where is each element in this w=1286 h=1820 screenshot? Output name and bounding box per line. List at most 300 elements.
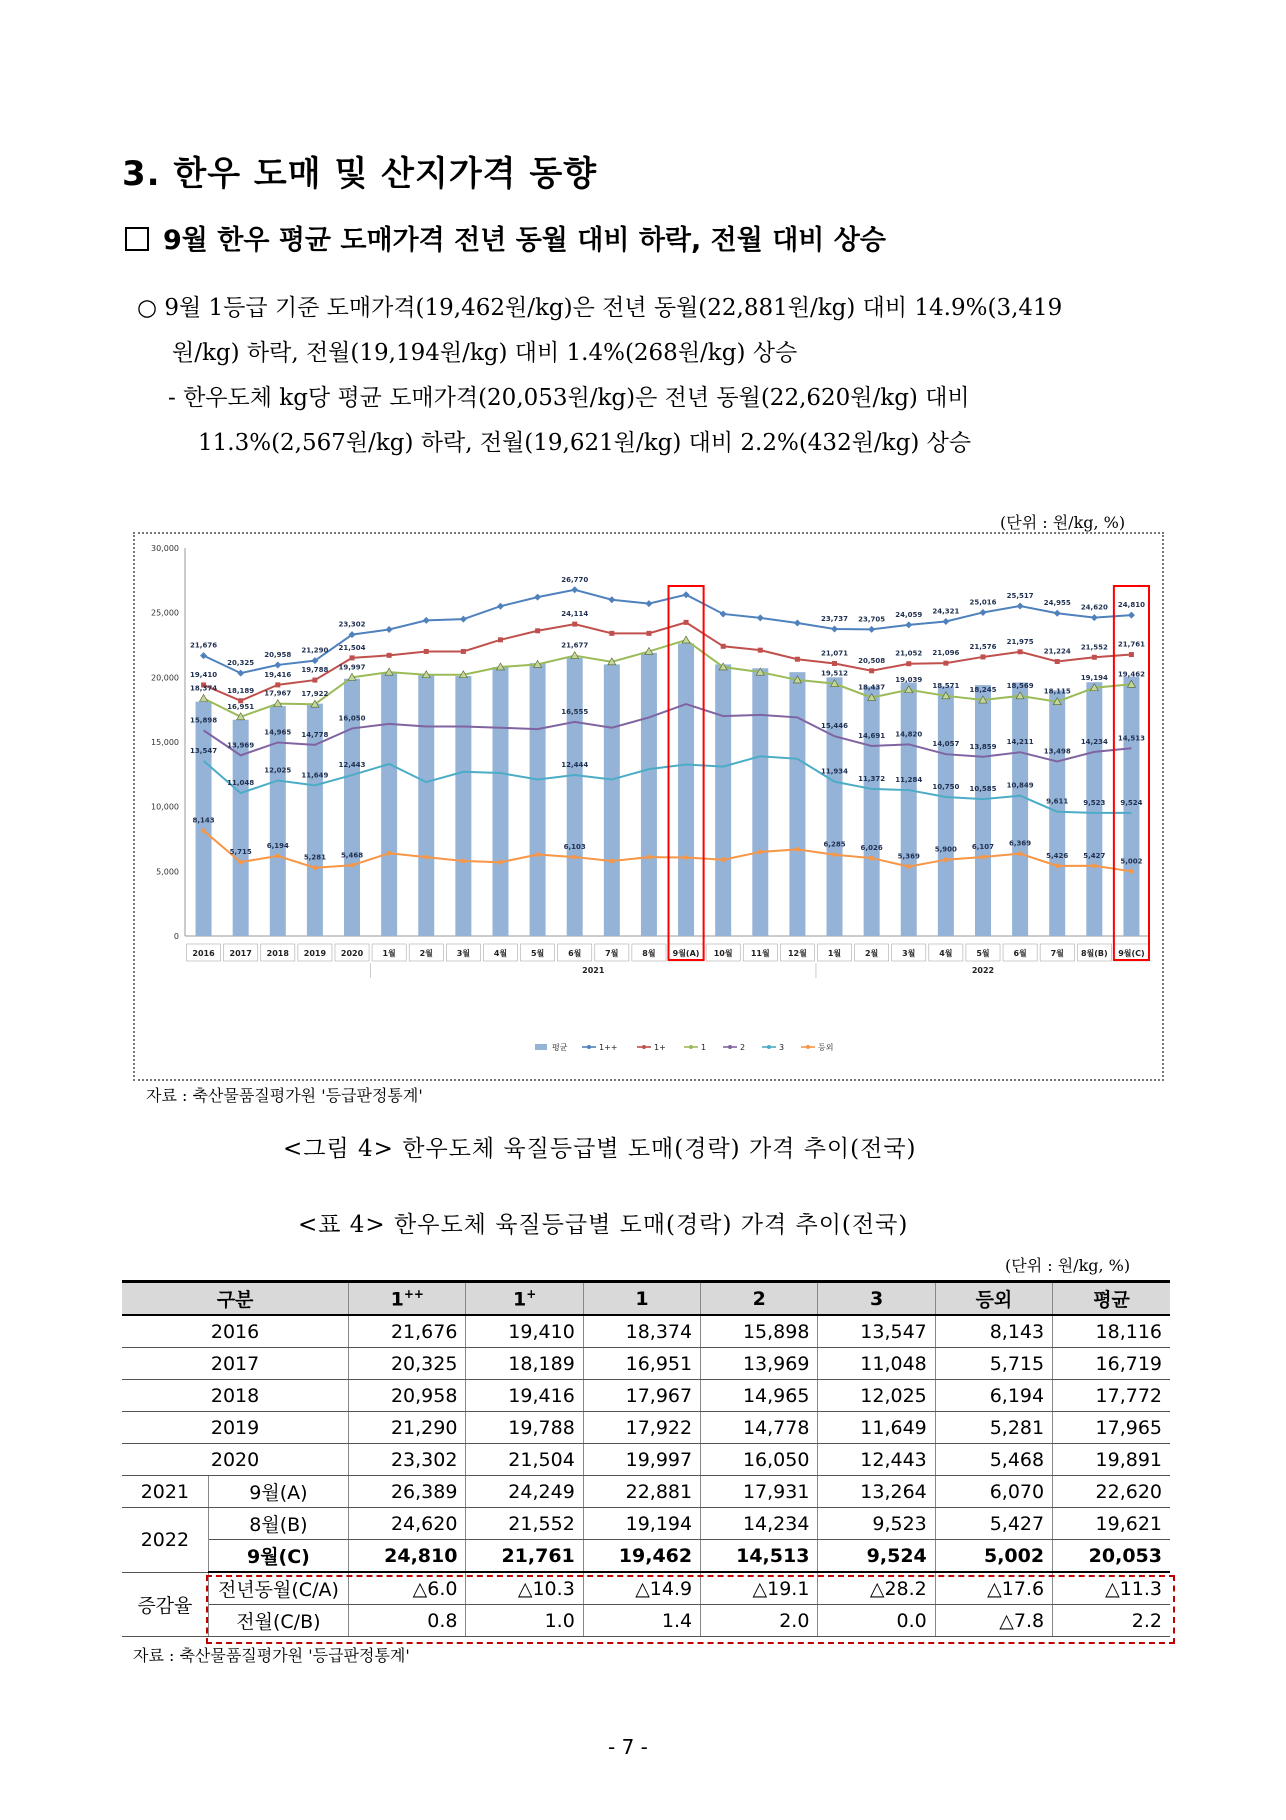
y-tick-label: 30,000	[151, 544, 179, 553]
table-cell: 2.2	[1053, 1605, 1170, 1637]
x-tick-label: 3월	[902, 949, 916, 958]
point-marker	[461, 649, 466, 654]
bar-average	[864, 686, 880, 936]
table-cell: 17,931	[701, 1476, 818, 1508]
data-label: 18,571	[932, 681, 960, 690]
x-tick-label: 8월(B)	[1080, 949, 1108, 958]
table-row	[122, 1476, 1170, 1508]
legend-label: 1++	[599, 1043, 618, 1052]
table-cell: △10.3	[466, 1572, 583, 1605]
point-marker	[350, 655, 355, 660]
data-label: 5,002	[1120, 857, 1143, 866]
data-label: 21,576	[969, 642, 997, 651]
data-label: 21,290	[301, 646, 329, 655]
data-label: 14,820	[895, 730, 923, 739]
point-marker	[275, 682, 280, 687]
table-cell: 17,965	[1053, 1412, 1170, 1444]
table-cell: 20,958	[349, 1380, 466, 1412]
table-cell: 22,881	[583, 1476, 700, 1508]
table-cell: 9,524	[818, 1540, 935, 1573]
bar-average	[381, 673, 397, 936]
bar-average	[530, 663, 546, 936]
data-label: 14,965	[264, 728, 292, 737]
point-marker	[571, 586, 578, 593]
data-label: 23,705	[858, 615, 886, 624]
x-tick-label: 4월	[939, 949, 953, 958]
table-cell: 21,761	[466, 1540, 583, 1573]
x-tick-label: 10월	[713, 949, 733, 958]
checkbox-square-icon	[125, 227, 149, 251]
point-marker	[758, 850, 763, 855]
row-group-label: 증감율	[122, 1572, 208, 1637]
x-tick-label: 2019	[303, 949, 327, 958]
table-row	[122, 1444, 1170, 1476]
row-label: 2017	[122, 1348, 349, 1380]
legend-marker	[587, 1045, 591, 1049]
table-cell: 23,302	[349, 1444, 466, 1476]
group-label-2022: 2022	[971, 966, 995, 975]
data-label: 10,585	[969, 785, 997, 794]
data-label: 13,498	[1043, 747, 1071, 756]
bar-average	[641, 653, 657, 936]
row-label: 전월(C/B)	[208, 1605, 348, 1637]
point-marker	[608, 596, 615, 603]
legend-marker	[642, 1045, 646, 1049]
data-label: 16,951	[227, 702, 255, 711]
point-marker	[423, 617, 430, 624]
bar-average	[455, 676, 471, 936]
data-label: 18,115	[1043, 687, 1071, 696]
data-label: 11,649	[301, 771, 329, 780]
x-tick-label: 2020	[340, 949, 364, 958]
data-label: 12,443	[338, 761, 366, 770]
bar-average	[270, 706, 286, 936]
data-label: 10,750	[932, 782, 960, 791]
x-tick-label: 2월	[864, 949, 879, 958]
paragraph-1-line-1: ○ 9월 1등급 기준 도매가격(19,462원/kg)은 전년 동월(22,881원/kg) 대비 14.9%(3,419	[137, 295, 1063, 321]
y-tick-label: 5,000	[156, 867, 179, 877]
header-average: 평균	[1053, 1282, 1170, 1316]
x-tick-label: 12월	[787, 949, 807, 958]
table-cell: 13,547	[818, 1315, 935, 1348]
header-grade-1: 1	[583, 1282, 700, 1316]
data-label: 14,513	[1117, 734, 1145, 743]
bar-average	[492, 667, 508, 936]
point-marker	[684, 620, 689, 625]
point-marker	[274, 661, 281, 668]
table-cell: 14,234	[701, 1508, 818, 1540]
point-marker	[460, 616, 467, 623]
point-marker	[535, 852, 540, 857]
paragraph-1-line-2: 원/kg) 하락, 전월(19,194원/kg) 대비 1.4%(268원/kg) 상승	[172, 340, 798, 366]
table-cell: 8,143	[935, 1315, 1052, 1348]
table-cell: 24,810	[349, 1540, 466, 1573]
point-marker	[312, 678, 317, 683]
section-heading: 3. 한우 도매 및 산지가격 동향	[122, 154, 598, 194]
data-label: 19,462	[1117, 670, 1145, 679]
point-marker	[535, 628, 540, 633]
row-label: 9월(A)	[208, 1476, 348, 1508]
bar-average	[567, 658, 583, 936]
point-marker	[498, 860, 503, 865]
data-label: 19,416	[264, 670, 292, 679]
bar-average	[938, 686, 954, 936]
point-marker	[387, 851, 392, 856]
data-label: 14,778	[301, 730, 329, 739]
x-tick-label: 6월	[568, 949, 582, 958]
bar-average	[827, 677, 843, 936]
point-marker	[610, 859, 615, 864]
point-marker	[980, 654, 985, 659]
point-marker	[1055, 864, 1060, 869]
point-marker	[869, 668, 874, 673]
point-marker	[424, 649, 429, 654]
point-marker	[572, 855, 577, 860]
row-group-label: 2022	[122, 1508, 208, 1573]
table-cell: △11.3	[1053, 1572, 1170, 1605]
table-cell: 20,325	[349, 1348, 466, 1380]
data-label: 25,016	[969, 598, 997, 607]
row-label: 9월(C)	[208, 1540, 348, 1573]
x-tick-label: 2017	[229, 949, 252, 958]
data-label: 17,967	[264, 689, 292, 698]
data-label: 17,922	[301, 690, 329, 699]
sub-heading-text: 9월 한우 평균 도매가격 전년 동월 대비 하락, 전월 대비 상승	[163, 225, 886, 256]
y-tick-label: 20,000	[151, 673, 179, 683]
point-marker	[944, 857, 949, 862]
table-cell: 18,374	[583, 1315, 700, 1348]
point-marker	[832, 852, 837, 857]
table-cell: 19,462	[583, 1540, 700, 1573]
figure-caption: <그림 4> 한우도체 육질등급별 도매(경락) 가격 추이(전국)	[283, 1136, 917, 1162]
x-tick-label: 1월	[382, 949, 396, 958]
data-label: 11,284	[895, 776, 923, 785]
x-tick-label: 9월(C)	[1118, 949, 1145, 958]
data-label: 24,114	[561, 610, 589, 619]
table-cell: 5,427	[935, 1508, 1052, 1540]
table-cell: 21,290	[349, 1412, 466, 1444]
data-label: 19,788	[301, 666, 329, 675]
data-label: 23,302	[338, 620, 366, 629]
point-marker	[1017, 602, 1024, 609]
table-row	[122, 1315, 1170, 1348]
data-label: 21,677	[561, 641, 589, 650]
data-label: 19,512	[821, 669, 849, 678]
data-label: 24,810	[1117, 601, 1145, 610]
data-label: 18,437	[858, 683, 886, 692]
data-label: 24,955	[1043, 599, 1071, 608]
data-label: 21,096	[932, 649, 960, 658]
data-label: 25,517	[1006, 591, 1034, 600]
point-marker	[721, 644, 726, 649]
data-label: 18,569	[1006, 681, 1034, 690]
point-marker	[869, 856, 874, 861]
data-label: 21,761	[1117, 640, 1145, 649]
table-cell: 16,719	[1053, 1348, 1170, 1380]
data-label: 5,468	[340, 851, 364, 860]
table-cell: 12,443	[818, 1444, 935, 1476]
table-row	[122, 1348, 1170, 1380]
point-marker	[534, 594, 541, 601]
point-marker	[721, 857, 726, 862]
table-row	[122, 1380, 1170, 1412]
data-label: 6,194	[266, 841, 289, 850]
header-grade-3: 3	[818, 1282, 935, 1316]
row-label: 2016	[122, 1315, 349, 1348]
point-marker	[1018, 649, 1023, 654]
table-cell: 6,070	[935, 1476, 1052, 1508]
point-marker	[795, 847, 800, 852]
point-marker	[200, 694, 208, 701]
bar-average	[901, 683, 917, 936]
data-label: 26,770	[561, 575, 589, 584]
row-label: 2019	[122, 1412, 349, 1444]
point-marker	[350, 863, 355, 868]
table-cell: 1.0	[466, 1605, 583, 1637]
data-label: 20,958	[264, 650, 292, 659]
point-marker	[609, 631, 614, 636]
table-cell: 19,788	[466, 1412, 583, 1444]
header-grade-2: 2	[701, 1282, 818, 1316]
table-cell: 19,621	[1053, 1508, 1170, 1540]
point-marker	[758, 648, 763, 653]
paragraph-2-line-2: 11.3%(2,567원/kg) 하락, 전월(19,621원/kg) 대비 2.2%(432원/kg) 상승	[198, 430, 972, 456]
data-label: 18,189	[227, 686, 255, 695]
point-marker	[497, 603, 504, 610]
point-marker	[387, 653, 392, 658]
legend-label: 2	[740, 1043, 746, 1052]
data-label: 23,737	[821, 615, 849, 624]
point-marker	[1091, 614, 1098, 621]
header-grade-out: 등외	[935, 1282, 1052, 1316]
paragraph-2-line-1: - 한우도체 kg당 평균 도매가격(20,053원/kg)은 전년 동월(22,620원/kg) 대비	[168, 385, 970, 411]
table-cell: 9,523	[818, 1508, 935, 1540]
table-cell: △7.8	[935, 1605, 1052, 1637]
data-label: 16,555	[561, 707, 589, 716]
x-tick-label: 5월	[530, 949, 545, 958]
header-grade-1p: 1+	[466, 1282, 583, 1316]
point-marker	[1129, 869, 1134, 874]
data-label: 6,107	[971, 843, 995, 852]
price-trend-chart	[135, 534, 1162, 1079]
table-cell: 24,620	[349, 1508, 466, 1540]
table-caption: <표 4> 한우도체 육질등급별 도매(경락) 가격 추이(전국)	[298, 1212, 909, 1238]
point-marker	[981, 855, 986, 860]
data-label: 13,547	[190, 746, 218, 755]
table-cell: 11,649	[818, 1412, 935, 1444]
bar-average	[1049, 690, 1065, 936]
data-label: 21,975	[1006, 637, 1034, 646]
data-label: 19,039	[895, 675, 923, 684]
point-marker	[200, 652, 207, 659]
legend-marker	[689, 1045, 693, 1049]
row-label: 2020	[122, 1444, 349, 1476]
group-label-2021: 2021	[582, 966, 605, 975]
data-label: 11,934	[821, 767, 849, 776]
data-label: 5,900	[934, 845, 957, 854]
table-cell: 13,969	[701, 1348, 818, 1380]
header-category: 구분	[122, 1282, 349, 1316]
y-tick-label: 15,000	[151, 738, 179, 747]
table-cell: 13,264	[818, 1476, 935, 1508]
point-marker	[1092, 864, 1097, 869]
data-label: 8,143	[192, 816, 215, 825]
table-cell: △14.9	[583, 1572, 700, 1605]
data-label: 18,374	[190, 684, 218, 693]
data-label: 24,321	[932, 607, 960, 616]
chart-unit: (단위 : 원/kg, %)	[1000, 513, 1126, 532]
table-cell: 14,965	[701, 1380, 818, 1412]
table-cell: 17,922	[583, 1412, 700, 1444]
table-cell: 14,513	[701, 1540, 818, 1573]
table-row	[122, 1412, 1170, 1444]
point-marker	[647, 855, 652, 860]
point-marker	[684, 855, 689, 860]
legend-marker	[728, 1045, 732, 1049]
chart-frame	[133, 532, 1164, 1081]
table-cell: 19,410	[466, 1315, 583, 1348]
x-tick-label: 7월	[605, 949, 619, 958]
table-cell: 21,676	[349, 1315, 466, 1348]
point-marker	[794, 620, 801, 627]
data-label: 11,048	[227, 779, 255, 788]
table-cell: 5,281	[935, 1412, 1052, 1444]
data-label: 14,691	[858, 731, 886, 740]
data-label: 6,026	[860, 844, 883, 853]
table-cell: 1.4	[583, 1605, 700, 1637]
table-cell: 19,891	[1053, 1444, 1170, 1476]
table-source: 자료 : 축산물품질평가원 '등급판정통계'	[133, 1646, 410, 1665]
point-marker	[1128, 612, 1135, 619]
data-label: 9,524	[1120, 798, 1143, 807]
point-marker	[943, 661, 948, 666]
point-marker	[386, 626, 393, 633]
point-marker	[906, 661, 911, 666]
x-tick-label: 6월	[1013, 949, 1027, 958]
data-label: 21,504	[338, 643, 366, 652]
point-marker	[795, 657, 800, 662]
data-label: 19,194	[1080, 673, 1108, 682]
table-cell: 15,898	[701, 1315, 818, 1348]
table-cell: 17,967	[583, 1380, 700, 1412]
chart-source: 자료 : 축산물품질평가원 '등급판정통계'	[146, 1086, 423, 1105]
point-marker	[201, 828, 206, 833]
legend-marker	[806, 1045, 810, 1049]
point-marker	[1018, 851, 1023, 856]
table-cell: 14,778	[701, 1412, 818, 1444]
page-number: - 7 -	[608, 1735, 648, 1759]
row-label: 2018	[122, 1380, 349, 1412]
bar-average	[975, 685, 991, 936]
legend-swatch	[535, 1044, 547, 1050]
row-group-label: 2021	[122, 1476, 208, 1508]
change-rate-highlight	[206, 1575, 1175, 1644]
bar-average	[1086, 682, 1102, 936]
point-marker	[461, 859, 466, 864]
y-tick-label: 25,000	[151, 608, 179, 618]
table-cell: 26,389	[349, 1476, 466, 1508]
data-label: 10,849	[1006, 781, 1034, 790]
bar-average	[752, 668, 768, 936]
data-label: 12,444	[561, 761, 589, 770]
data-label: 14,234	[1080, 737, 1108, 746]
table-cell: 22,620	[1053, 1476, 1170, 1508]
table-cell: 0.0	[818, 1605, 935, 1637]
table-row	[122, 1540, 1170, 1573]
data-label: 12,025	[264, 766, 292, 775]
table-cell: 18,189	[466, 1348, 583, 1380]
data-label: 21,224	[1043, 647, 1071, 656]
data-label: 11,372	[858, 774, 886, 783]
x-tick-label: 1월	[827, 949, 842, 958]
data-label: 16,050	[338, 714, 366, 723]
table-cell: △17.6	[935, 1572, 1052, 1605]
point-marker	[424, 855, 429, 860]
data-label: 9,523	[1083, 798, 1106, 807]
point-marker	[1055, 659, 1060, 664]
data-label: 15,898	[190, 716, 218, 725]
point-marker	[275, 854, 280, 859]
point-marker	[683, 591, 690, 598]
x-tick-label: 2018	[266, 949, 289, 958]
table-cell: 16,951	[583, 1348, 700, 1380]
table-cell: 6,194	[935, 1380, 1052, 1412]
point-marker	[905, 621, 912, 628]
table-cell: 5,002	[935, 1540, 1052, 1573]
table-cell: 17,772	[1053, 1380, 1170, 1412]
table-row	[122, 1508, 1170, 1540]
data-label: 24,059	[895, 610, 923, 619]
data-label: 14,211	[1006, 738, 1034, 747]
bar-average	[418, 675, 434, 936]
x-tick-label: 8월	[642, 949, 656, 958]
point-marker	[682, 636, 690, 643]
data-label: 24,620	[1080, 603, 1108, 612]
point-marker	[942, 618, 949, 625]
x-tick-label: 5월	[976, 949, 990, 958]
point-marker	[237, 670, 244, 677]
point-marker	[1092, 655, 1097, 660]
data-label: 20,508	[858, 656, 886, 665]
table-cell: 24,249	[466, 1476, 583, 1508]
data-label: 21,052	[895, 649, 923, 658]
x-tick-label: 11월	[750, 949, 770, 958]
x-tick-label: 3월	[456, 949, 471, 958]
data-label: 5,426	[1046, 851, 1069, 860]
data-label: 15,446	[821, 722, 849, 731]
x-tick-label: 7월	[1050, 949, 1064, 958]
legend-label: 등외	[818, 1043, 834, 1052]
bar-average	[604, 664, 620, 936]
point-marker	[645, 600, 652, 607]
point-marker	[868, 626, 875, 633]
bar-average	[789, 672, 805, 936]
data-label: 21,071	[821, 649, 849, 658]
table-cell: 18,116	[1053, 1315, 1170, 1348]
data-label: 6,103	[563, 843, 586, 852]
x-tick-label: 9월(A)	[672, 949, 700, 958]
data-label: 5,715	[229, 848, 252, 857]
data-label: 14,057	[932, 740, 960, 749]
point-marker	[906, 864, 911, 869]
point-marker	[498, 637, 503, 642]
point-marker	[1054, 610, 1061, 617]
legend-label: 1+	[654, 1043, 666, 1052]
table-cell: 16,050	[701, 1444, 818, 1476]
bar-average	[678, 643, 694, 936]
data-label: 13,969	[227, 741, 255, 750]
data-label: 18,245	[969, 686, 997, 695]
